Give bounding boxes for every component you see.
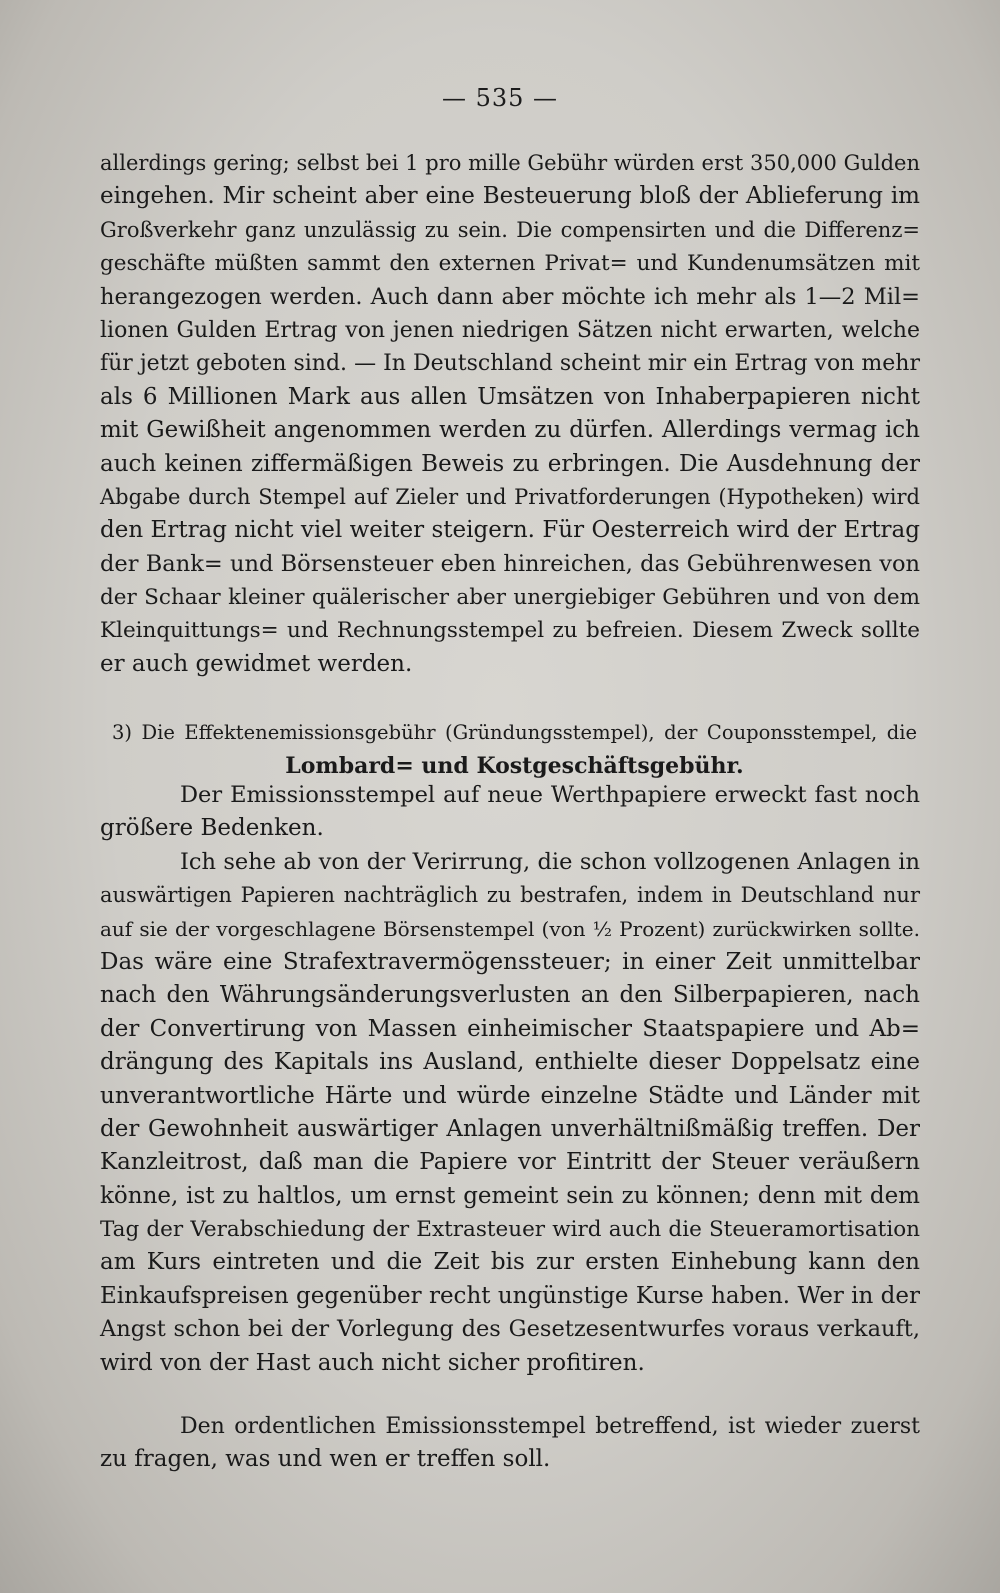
text-line: Angst schon bei der Vorlegung des Gesetzesentwurfes voraus verkauft, bbox=[100, 1316, 920, 1343]
text-line: zu fragen, was und wen er treffen soll. bbox=[100, 1446, 551, 1473]
text-line: eingehen. Mir scheint aber eine Besteuerung bloß der Ablieferung im bbox=[100, 183, 920, 210]
text-line: könne, ist zu haltlos, um ernst gemeint sein zu können; denn mit dem bbox=[100, 1182, 920, 1209]
text-line: größere Bedenken. bbox=[100, 815, 324, 842]
text-line: Kanzleitrost, daß man die Papiere vor Eintritt der Steuer veräußern bbox=[100, 1149, 920, 1176]
text-line: der Bank= und Börsensteuer eben hinreichen, das Gebührenwesen von bbox=[100, 550, 920, 577]
text-line: Tag der Verabschiedung der Extrasteuer wird auch die Steueramortisation bbox=[100, 1217, 920, 1243]
text-line: wird von der Hast auch nicht sicher profitiren. bbox=[100, 1349, 645, 1376]
paragraph-continued bbox=[100, 147, 920, 681]
page-number: — 535 — bbox=[441, 84, 559, 112]
text-line: für jetzt geboten sind. — In Deutschland scheint mir ein Ertrag von mehr bbox=[100, 351, 920, 377]
text-line: als 6 Millionen Mark aus allen Umsätzen von Inhaberpapieren nicht bbox=[100, 383, 920, 410]
text-line: nach den Währungsänderungsverlusten an den Silberpapieren, nach bbox=[100, 982, 920, 1009]
text-line: Ich sehe ab von der Verirrung, die schon vollzogenen Anlagen in bbox=[180, 848, 920, 875]
text-line: mit Gewißheit angenommen werden zu dürfen. Allerdings vermag ich bbox=[100, 417, 920, 444]
section-heading bbox=[112, 716, 917, 783]
text-line: Der Emissionsstempel auf neue Werthpapiere erweckt fast noch bbox=[180, 782, 920, 808]
text-line: Einkaufspreisen gegenüber recht ungünstige Kurse haben. Wer in der bbox=[100, 1282, 920, 1309]
text-line: den Ertrag nicht viel weiter steigern. Für Oesterreich wird der Ertrag bbox=[100, 517, 920, 544]
text-line: herangezogen werden. Auch dann aber möchte ich mehr als 1—2 Mil= bbox=[100, 283, 920, 310]
text-line: auswärtigen Papieren nachträglich zu bestrafen, indem in Deutschland nur bbox=[100, 883, 920, 908]
paragraph-emission bbox=[100, 779, 920, 1380]
text-line: unverantwortliche Härte und würde einzelne Städte und Länder mit bbox=[100, 1082, 920, 1109]
text-line: Kleinquittungs= und Rechnungsstempel zu befreien. Diesem Zweck sollte bbox=[100, 618, 920, 644]
text-line: drängung des Kapitals ins Ausland, enthielte dieser Doppelsatz eine bbox=[100, 1049, 920, 1076]
text-line: der Convertirung von Massen einheimischer Staatspapiere und Ab= bbox=[100, 1015, 920, 1042]
text-line: Den ordentlichen Emissionsstempel betreffend, ist wieder zuerst bbox=[180, 1414, 920, 1439]
text-line: der Gewohnheit auswärtiger Anlagen unverhältnißmäßig treffen. Der bbox=[100, 1115, 920, 1142]
paragraph-final bbox=[100, 1410, 920, 1477]
heading-line: 3) Die Effektenemissionsgebühr (Gründungsstempel), der Couponsstempel, die bbox=[112, 721, 917, 744]
heading-line: Lombard= und Kostgeschäftsgebühr. bbox=[285, 753, 744, 780]
text-line: geschäfte müßten sammt den externen Privat= und Kundenumsätzen mit bbox=[100, 251, 920, 277]
text-line: am Kurs eintreten und die Zeit bis zur ersten Einhebung kann den bbox=[100, 1249, 920, 1276]
text-line: Abgabe durch Stempel auf Zieler und Privatforderungen (Hypotheken) wird bbox=[100, 484, 920, 509]
text-line: allerdings gering; selbst bei 1 pro mille Gebühr würden erst 350,000 Gulden bbox=[100, 151, 920, 175]
text-line: der Schaar kleiner quälerischer aber unergiebiger Gebühren und von dem bbox=[100, 585, 920, 611]
text-line: auf sie der vorgeschlagene Börsenstempel (von ½ Prozent) zurückwirken sollte. bbox=[100, 916, 920, 941]
text-line: lionen Gulden Ertrag von jenen niedrigen Sätzen nicht erwarten, welche bbox=[100, 317, 920, 343]
text-line: Großverkehr ganz unzulässig zu sein. Die compensirten und die Differenz= bbox=[100, 217, 920, 242]
text-line: auch keinen ziffermäßigen Beweis zu erbringen. Die Ausdehnung der bbox=[100, 450, 920, 477]
text-line: er auch gewidmet werden. bbox=[100, 650, 413, 677]
text-line: Das wäre eine Strafextravermögenssteuer; in einer Zeit unmittelbar bbox=[100, 948, 920, 975]
